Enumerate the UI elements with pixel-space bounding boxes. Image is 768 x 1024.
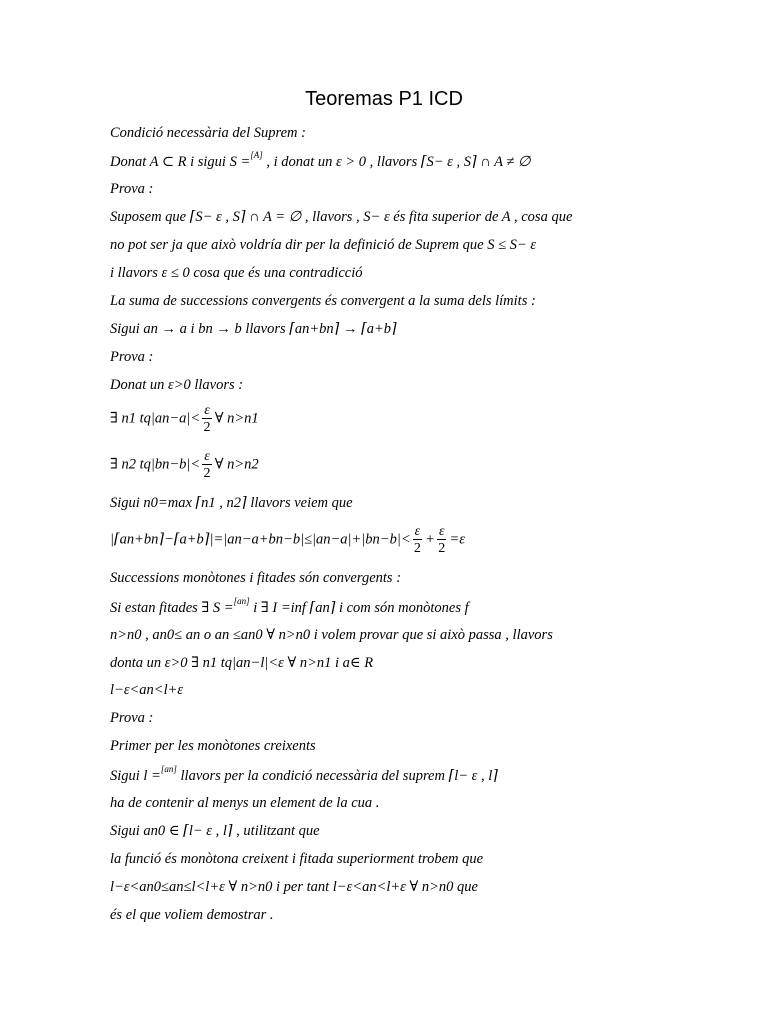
line-text: i ∃ I =inf ⌈an⌉ i com són monòtones f: [249, 600, 469, 616]
proof-line: [110, 905, 274, 925]
fraction-denominator: 2: [438, 541, 446, 556]
line-text: Donat A ⊂ R i sigui S =: [110, 154, 251, 170]
line-text: , i donat un ε > 0 , llavors ⌈S− ε , S⌉ ∩ A ≠ ∅: [262, 154, 531, 170]
fraction: [202, 403, 212, 435]
line-text: La suma de successions convergents és convergent a la suma dels límits :: [110, 293, 536, 309]
plus-sign: +: [425, 531, 435, 548]
proof-line-bound-n1: [110, 403, 259, 435]
line-text: ∀ n>n2: [214, 456, 259, 473]
line-text: ha de contenir al menys un element de la cua .: [110, 795, 380, 811]
fraction: [437, 524, 447, 556]
proof-line: [110, 765, 498, 786]
proof-line: [110, 235, 536, 255]
line-text: Primer per les monòtones creixents: [110, 738, 316, 754]
superscript: [an]: [160, 764, 177, 774]
line-text: l−ε<an<l+ε: [110, 682, 184, 698]
proof-label: [110, 347, 153, 367]
statement-line: [110, 597, 469, 618]
fraction-denominator: 2: [203, 466, 211, 481]
proof-line: [110, 793, 379, 813]
fraction-numerator: ε: [204, 403, 210, 418]
page-title: Teoremas P1 ICD: [305, 88, 463, 110]
fraction: [413, 524, 423, 556]
line-text: donta un ε>0 ∃ n1 tq|an−l|<ε ∀ n>n1 i a∈ R: [110, 655, 374, 671]
proof-line: [110, 207, 572, 227]
fraction-numerator: ε: [204, 449, 210, 464]
line-text: l−ε<an0≤an≤l<l+ε ∀ n>n0 i per tant l−ε<an<l+ε ∀ n>n0 que: [110, 879, 478, 895]
superscript: [A]: [250, 150, 263, 160]
line-text: ∃ n1 tq|an−a|<: [110, 410, 201, 427]
proof-line: [110, 877, 478, 897]
proof-line-triangle-inequality: [110, 524, 465, 556]
line-text: Condició necessària del Suprem :: [110, 125, 306, 141]
line-text: Suposem que ⌈S− ε , S⌉ ∩ A = ∅ , llavors , S− ε és fita superior de A , cosa que: [110, 209, 573, 225]
line-text: Prova :: [110, 181, 154, 197]
proof-line: [110, 821, 320, 841]
proof-label: [110, 708, 153, 728]
line-text: Successions monòtones i fitades són convergents :: [110, 570, 402, 586]
line-text: ∀ n>n1: [214, 410, 259, 427]
superscript: [an]: [233, 596, 250, 606]
proof-line-bound-n2: [110, 449, 259, 481]
proof-line: [110, 736, 316, 756]
heading-monotone-bounded: [110, 568, 401, 588]
line-text: ∃ n2 tq|bn−b|<: [110, 456, 201, 473]
proof-line: [110, 375, 243, 395]
fraction-denominator: 2: [203, 420, 211, 435]
heading-sum-convergent: [110, 291, 536, 311]
fraction: [202, 449, 212, 481]
statement-line: [110, 653, 373, 673]
proof-label: [110, 179, 153, 199]
line-text: Si estan fitades ∃ S =: [110, 600, 234, 616]
line-text: n>n0 , an0≤ an o an ≤an0 ∀ n>n0 i volem provar que si això passa , llavors: [110, 627, 553, 643]
line-text: llavors per la condició necessària del suprem ⌈l− ε , l⌉: [176, 768, 498, 784]
line-text: Sigui an → a i bn → b llavors ⌈an+bn⌉ → ⌈a+b⌉: [110, 321, 397, 337]
proof-line: [110, 263, 362, 283]
line-text: Sigui n0=max ⌈n1 , n2⌉ llavors veiem que: [110, 495, 353, 511]
line-text: és el que voliem demostrar .: [110, 907, 274, 923]
line-text: Donat un ε>0 llavors :: [110, 377, 244, 393]
line-text: Prova :: [110, 349, 154, 365]
statement-sum-limits: [110, 319, 397, 339]
heading-suprem-condition: [110, 123, 306, 143]
statement-suprem-condition: [110, 151, 531, 172]
line-text: Sigui l =: [110, 768, 161, 784]
line-text: la funció és monòtona creixent i fitada superiorment trobem que: [110, 851, 484, 867]
statement-line: [110, 625, 553, 645]
line-text: no pot ser ja que això voldría dir per la definició de Suprem que S ≤ S− ε: [110, 237, 537, 253]
statement-line: [110, 680, 183, 700]
line-text: |⌈an+bn⌉−⌈a+b⌉|=|an−a+bn−b|≤|an−a|+|bn−b|<: [110, 531, 411, 548]
line-text: Prova :: [110, 710, 154, 726]
proof-line: [110, 493, 353, 513]
line-text: =ε: [449, 531, 465, 548]
fraction-denominator: 2: [413, 541, 421, 556]
fraction-numerator: ε: [414, 524, 421, 539]
fraction-numerator: ε: [438, 524, 445, 539]
line-text: Sigui an0 ∈ ⌈l− ε , l⌉ , utilitzant que: [110, 823, 320, 839]
proof-line: [110, 849, 483, 869]
line-text: i llavors ε ≤ 0 cosa que és una contradicció: [110, 265, 363, 281]
